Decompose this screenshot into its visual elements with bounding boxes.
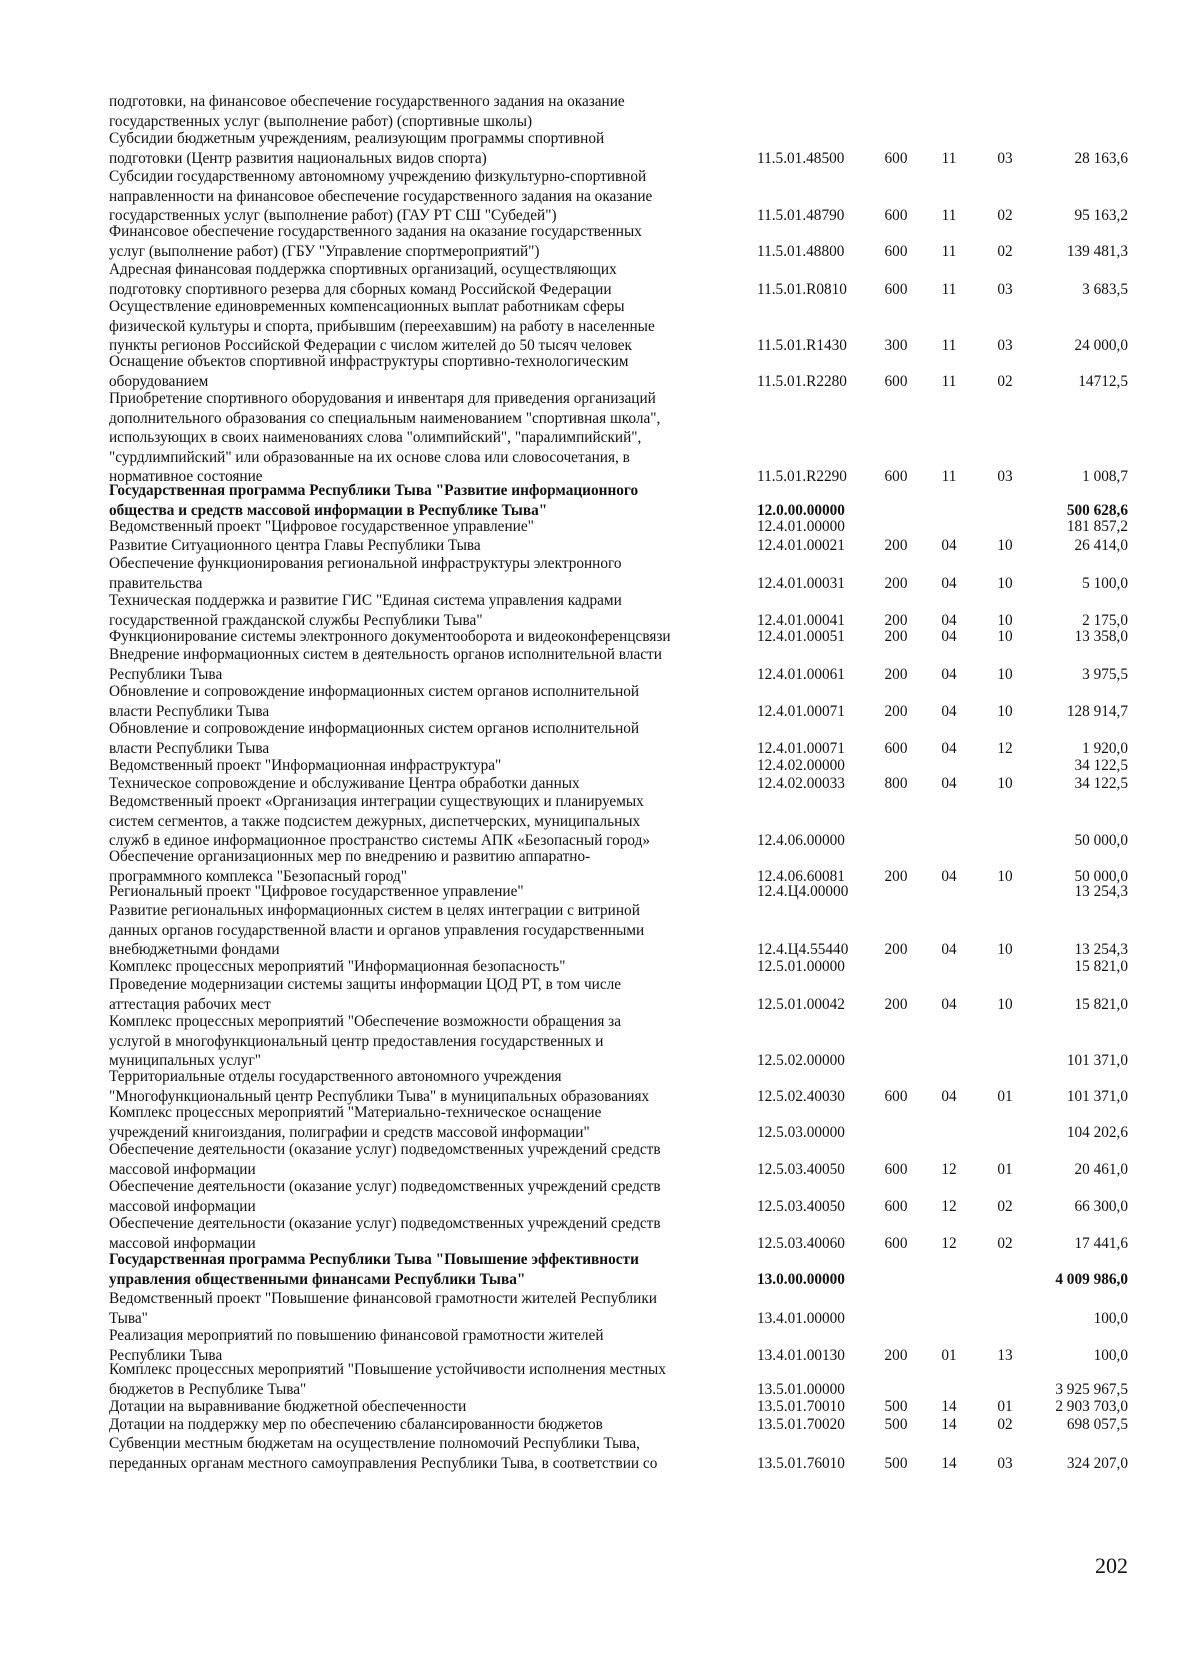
row-section: 04 xyxy=(941,1087,957,1105)
row-amount: 3 925 967,5 xyxy=(1055,1380,1128,1398)
row-description: Комплекс процессных мероприятий "Материально-техническое оснащение учреждений книгоиздания, полиграфии и средств массовой информации" xyxy=(109,1104,602,1141)
row-code: 11.5.01.48800 xyxy=(757,242,845,260)
row-description: Государственная программа Республики Тыва "Развитие информационного общества и средств массовой информации в Республике Тыва" xyxy=(109,482,639,519)
row-code: 12.4.02.00033 xyxy=(757,775,845,792)
row-code: 11.5.01.R2290 xyxy=(757,468,847,485)
row-description: Государственная программа Республики Тыва "Повышение эффективности управления общественными финансами Республики Тыва" xyxy=(109,1251,639,1288)
row-amount: 13 254,3 xyxy=(1074,941,1128,958)
row-amount: 324 207,0 xyxy=(1066,1454,1128,1472)
row-description: Обеспечение функционирования региональной инфраструктуры электронного правительства xyxy=(109,555,622,592)
row-subsection: 01 xyxy=(997,1398,1013,1415)
row-description: Функционирование системы электронного документооборота и видеоконференцсвязи xyxy=(109,628,671,645)
row-subsection: 10 xyxy=(997,665,1013,683)
row-description: Внедрение информационных систем в деятельность органов исполнительной власти Республики Тыва xyxy=(109,646,662,683)
row-code: 12.5.01.00042 xyxy=(757,995,845,1013)
row-amount: 2 903 703,0 xyxy=(1055,1398,1128,1415)
row-expense-type: 200 xyxy=(884,574,908,592)
row-amount: 14712,5 xyxy=(1078,372,1128,390)
row-expense-type: 600 xyxy=(884,1160,908,1178)
row-subsection: 01 xyxy=(997,1160,1013,1178)
page-number: 202 xyxy=(1095,1553,1128,1578)
row-expense-type: 500 xyxy=(884,1454,908,1472)
row-description: Комплекс процессных мероприятий "Обеспечение возможности обращения за услугой в многофункциональный центр предоставления государственных и муниципальных услуг" xyxy=(109,1013,622,1069)
row-description: Осуществление единовременных компенсационных выплат работникам сферы физической культуры и спорта, прибывшим (переехавшим) на работу в населенные пункты регионов Российской Федерации с числом жителей до 50 тысяч человек xyxy=(109,298,655,354)
row-section: 12 xyxy=(941,1197,957,1215)
row-amount: 13 254,3 xyxy=(1074,883,1128,900)
row-expense-type: 200 xyxy=(884,941,908,958)
row-expense-type: 200 xyxy=(884,995,908,1013)
row-amount: 101 371,0 xyxy=(1066,1052,1128,1069)
row-section: 04 xyxy=(941,702,957,720)
row-subsection: 03 xyxy=(997,337,1013,354)
row-section: 04 xyxy=(941,574,957,592)
row-expense-type: 800 xyxy=(884,775,908,792)
row-expense-type: 200 xyxy=(884,537,908,554)
row-code: 12.4.06.60081 xyxy=(757,867,845,885)
row-description: Комплекс процессных мероприятий "Повышение устойчивости исполнения местных бюджетов в Республике Тыва" xyxy=(109,1361,666,1398)
row-subsection: 02 xyxy=(997,1234,1013,1252)
row-amount: 100,0 xyxy=(1093,1309,1128,1327)
row-code: 13.5.01.00000 xyxy=(757,1380,845,1398)
row-description: Ведомственный проект "Цифровое государственное управление" xyxy=(109,518,534,535)
row-amount: 20 461,0 xyxy=(1074,1160,1128,1178)
row-amount: 66 300,0 xyxy=(1074,1197,1128,1215)
row-description: Реализация мероприятий по повышению финансовой грамотности жителей Республики Тыва xyxy=(109,1327,604,1364)
row-expense-type: 600 xyxy=(884,1197,908,1215)
row-description: Субвенции местным бюджетам на осуществление полномочий Республики Тыва, переданных органам местного самоуправления Республики Тыва, в соответствии со xyxy=(109,1435,658,1472)
row-code: 13.5.01.76010 xyxy=(757,1454,845,1472)
row-expense-type: 200 xyxy=(884,1346,908,1364)
row-section: 04 xyxy=(941,941,957,958)
row-code: 12.4.Ц4.55440 xyxy=(757,941,849,958)
row-code: 13.0.00.00000 xyxy=(757,1270,845,1288)
row-subsection: 10 xyxy=(997,574,1013,592)
row-subsection: 03 xyxy=(997,149,1013,167)
row-code: 12.5.01.00000 xyxy=(757,958,845,975)
row-expense-type: 600 xyxy=(884,1234,908,1252)
row-code: 12.4.01.00051 xyxy=(757,628,845,645)
row-code: 11.5.01.R1430 xyxy=(757,337,847,354)
row-amount: 26 414,0 xyxy=(1074,537,1128,554)
row-description: Развитие Ситуационного центра Главы Республики Тыва xyxy=(109,537,481,554)
row-description: Адресная финансовая поддержка спортивных организаций, осуществляющих подготовку спортивного резерва для сборных команд Российской Федерации xyxy=(109,261,617,298)
row-expense-type: 600 xyxy=(884,1087,908,1105)
row-amount: 4 009 986,0 xyxy=(1055,1270,1128,1288)
row-section: 11 xyxy=(941,280,957,298)
row-expense-type: 200 xyxy=(884,867,908,885)
row-amount: 50 000,0 xyxy=(1074,832,1128,849)
row-amount: 3 975,5 xyxy=(1082,665,1128,683)
row-subsection: 10 xyxy=(997,702,1013,720)
row-description: Обеспечение деятельности (оказание услуг) подведомственных учреждений средств массовой информации xyxy=(109,1215,661,1252)
row-amount: 34 122,5 xyxy=(1074,775,1128,792)
row-section: 04 xyxy=(941,867,957,885)
row-code: 12.5.03.40050 xyxy=(757,1197,845,1215)
row-amount: 104 202,6 xyxy=(1066,1123,1128,1141)
row-description: Обновление и сопровождение информационных систем органов исполнительной власти Республики Тыва xyxy=(109,683,640,720)
row-section: 14 xyxy=(941,1416,957,1433)
row-amount: 128 914,7 xyxy=(1066,702,1128,720)
row-description: Техническая поддержка и развитие ГИС "Единая система управления кадрами государственной гражданской службы Республики Тыва" xyxy=(109,592,622,629)
row-section: 11 xyxy=(941,149,957,167)
row-description: Ведомственный проект «Организация интеграции существующих и планируемых систем сегментов, а также подсистем дежурных, диспетчерских, муниципальных служб в единое информационное пространство системы АПК «Безопасный город» xyxy=(109,793,651,849)
row-description: Приобретение спортивного оборудования и инвентаря для приведения организаций дополнительного образования со специальным наименованием "спортивная школа", использующих в своих наименованиях слова "олимпийский", "паралимпийский", "сурдлимпийский" или образованные на их основе слова или словосочетания, в нормативное состояние xyxy=(109,390,661,485)
row-code: 11.5.01.48790 xyxy=(757,207,845,224)
row-code: 13.4.01.00130 xyxy=(757,1346,845,1364)
row-subsection: 02 xyxy=(997,207,1013,224)
row-section: 12 xyxy=(941,1160,957,1178)
row-subsection: 03 xyxy=(997,468,1013,485)
row-subsection: 10 xyxy=(997,867,1013,885)
row-expense-type: 300 xyxy=(884,337,908,354)
row-code: 12.4.01.00000 xyxy=(757,518,845,535)
row-amount: 139 481,3 xyxy=(1066,242,1128,260)
row-section: 04 xyxy=(941,739,957,757)
row-description: Обеспечение организационных мер по внедрению и развитию аппаратно- программного комплекса "Безопасный город" xyxy=(109,848,591,885)
row-amount: 101 371,0 xyxy=(1066,1087,1128,1105)
row-expense-type: 600 xyxy=(884,149,908,167)
row-section: 04 xyxy=(941,775,957,792)
row-section: 04 xyxy=(941,537,957,554)
row-code: 13.5.01.70020 xyxy=(757,1416,845,1433)
row-code: 13.4.01.00000 xyxy=(757,1309,845,1327)
row-subsection: 03 xyxy=(997,1454,1013,1472)
row-expense-type: 200 xyxy=(884,611,908,629)
row-section: 12 xyxy=(941,1234,957,1252)
row-expense-type: 600 xyxy=(884,372,908,390)
row-code: 12.4.01.00021 xyxy=(757,537,845,554)
row-description: Оснащение объектов спортивной инфраструктуры спортивно-технологическим оборудованием xyxy=(109,353,629,390)
row-subsection: 10 xyxy=(997,775,1013,792)
row-code: 12.5.02.00000 xyxy=(757,1052,845,1069)
row-description: Комплекс процессных мероприятий "Информационная безопасность" xyxy=(109,958,566,975)
row-amount: 100,0 xyxy=(1093,1346,1128,1364)
row-amount: 1 920,0 xyxy=(1082,739,1128,757)
row-expense-type: 600 xyxy=(884,207,908,224)
row-expense-type: 500 xyxy=(884,1398,908,1415)
row-amount: 95 163,2 xyxy=(1074,207,1128,224)
row-section: 01 xyxy=(941,1346,957,1364)
row-subsection: 02 xyxy=(997,242,1013,260)
row-code: 12.5.02.40030 xyxy=(757,1087,845,1105)
row-section: 04 xyxy=(941,995,957,1013)
row-section: 11 xyxy=(941,372,957,390)
row-expense-type: 600 xyxy=(884,739,908,757)
row-subsection: 02 xyxy=(997,1416,1013,1433)
row-code: 12.5.03.40060 xyxy=(757,1234,845,1252)
row-expense-type: 600 xyxy=(884,280,908,298)
row-description: Дотации на выравнивание бюджетной обеспеченности xyxy=(109,1398,467,1415)
row-section: 11 xyxy=(941,337,957,354)
row-expense-type: 600 xyxy=(884,242,908,260)
row-subsection: 10 xyxy=(997,537,1013,554)
row-subsection: 12 xyxy=(997,739,1013,757)
row-code: 12.5.03.00000 xyxy=(757,1123,845,1141)
row-expense-type: 200 xyxy=(884,628,908,645)
row-amount: 3 683,5 xyxy=(1082,280,1128,298)
row-section: 11 xyxy=(941,242,957,260)
row-code: 12.4.06.00000 xyxy=(757,832,845,849)
row-description: Ведомственный проект "Повышение финансовой грамотности жителей Республики Тыва" xyxy=(109,1290,657,1327)
row-description: Субсидии бюджетным учреждениям, реализующим программы спортивной подготовки (Центр развития национальных видов спорта) xyxy=(109,130,605,167)
row-expense-type: 500 xyxy=(884,1416,908,1433)
row-subsection: 10 xyxy=(997,941,1013,958)
row-subsection: 10 xyxy=(997,611,1013,629)
row-section: 14 xyxy=(941,1454,957,1472)
row-code: 13.5.01.70010 xyxy=(757,1398,845,1415)
row-amount: 698 057,5 xyxy=(1066,1416,1128,1433)
row-amount: 34 122,5 xyxy=(1074,757,1128,774)
row-section: 04 xyxy=(941,665,957,683)
row-description: подготовки, на финансовое обеспечение государственного задания на оказание государственных услуг (выполнение работ) (спортивные школы) xyxy=(109,93,625,130)
row-subsection: 03 xyxy=(997,280,1013,298)
row-subsection: 01 xyxy=(997,1087,1013,1105)
row-description: Региональный проект "Цифровое государственное управление" xyxy=(109,883,524,900)
row-code: 12.4.02.00000 xyxy=(757,757,845,774)
row-code: 12.4.01.00041 xyxy=(757,611,845,629)
row-description: Субсидии государственному автономному учреждению физкультурно-спортивной направленности на финансовое обеспечение государственного задания на оказание государственных услуг (выполнение работ) (ГАУ РТ СШ "Субедей") xyxy=(109,168,653,224)
row-code: 12.4.01.00071 xyxy=(757,739,845,757)
row-code: 12.0.00.00000 xyxy=(757,501,845,519)
row-amount: 50 000,0 xyxy=(1074,867,1128,885)
row-section: 04 xyxy=(941,611,957,629)
row-description: Дотации на поддержку мер по обеспечению сбалансированности бюджетов xyxy=(109,1416,603,1433)
row-description: Обеспечение деятельности (оказание услуг) подведомственных учреждений средств массовой информации xyxy=(109,1141,661,1178)
row-description: Обновление и сопровождение информационных систем органов исполнительной власти Республики Тыва xyxy=(109,720,640,757)
row-amount: 17 441,6 xyxy=(1074,1234,1128,1252)
row-subsection: 10 xyxy=(997,628,1013,645)
row-code: 12.4.Ц4.00000 xyxy=(757,883,849,900)
row-amount: 15 821,0 xyxy=(1074,958,1128,975)
row-subsection: 02 xyxy=(997,372,1013,390)
row-code: 12.4.01.00071 xyxy=(757,702,845,720)
row-amount: 13 358,0 xyxy=(1074,628,1128,645)
row-expense-type: 600 xyxy=(884,468,908,485)
row-code: 11.5.01.R2280 xyxy=(757,372,847,390)
row-section: 11 xyxy=(941,468,957,485)
row-description: Развитие региональных информационных систем в целях интеграции с витриной данных органов государственной власти и органов управления государственными внебюджетными фондами xyxy=(109,902,645,958)
row-subsection: 10 xyxy=(997,995,1013,1013)
row-amount: 500 628,6 xyxy=(1066,501,1128,519)
row-description: Финансовое обеспечение государственного задания на оказание государственных услуг (выполнение работ) (ГБУ "Управление спортмероприятий") xyxy=(109,223,642,260)
row-amount: 28 163,6 xyxy=(1074,149,1128,167)
row-amount: 15 821,0 xyxy=(1074,995,1128,1013)
row-description: Территориальные отделы государственного автономного учреждения "Многофункциональный центр Республики Тыва" в муниципальных образованиях xyxy=(109,1068,650,1105)
row-code: 11.5.01.48500 xyxy=(757,149,845,167)
row-code: 12.5.03.40050 xyxy=(757,1160,845,1178)
row-subsection: 02 xyxy=(997,1197,1013,1215)
row-section: 14 xyxy=(941,1398,957,1415)
row-description: Ведомственный проект "Информационная инфраструктура" xyxy=(109,757,502,774)
row-description: Техническое сопровождение и обслуживание Центра обработки данных xyxy=(109,775,580,792)
row-description: Обеспечение деятельности (оказание услуг) подведомственных учреждений средств массовой информации xyxy=(109,1178,661,1215)
row-amount: 5 100,0 xyxy=(1082,574,1128,592)
row-code: 12.4.01.00061 xyxy=(757,665,845,683)
row-amount: 24 000,0 xyxy=(1074,337,1128,354)
row-description: Проведение модернизации системы защиты информации ЦОД РТ, в том числе аттестация рабочих мест xyxy=(109,976,622,1013)
row-amount: 2 175,0 xyxy=(1082,611,1128,629)
row-code: 12.4.01.00031 xyxy=(757,574,845,592)
row-section: 11 xyxy=(941,207,957,224)
row-amount: 181 857,2 xyxy=(1066,518,1128,535)
row-amount: 1 008,7 xyxy=(1082,468,1128,485)
row-section: 04 xyxy=(941,628,957,645)
row-code: 11.5.01.R0810 xyxy=(757,280,847,298)
row-subsection: 13 xyxy=(997,1346,1013,1364)
row-expense-type: 200 xyxy=(884,665,908,683)
row-expense-type: 200 xyxy=(884,702,908,720)
